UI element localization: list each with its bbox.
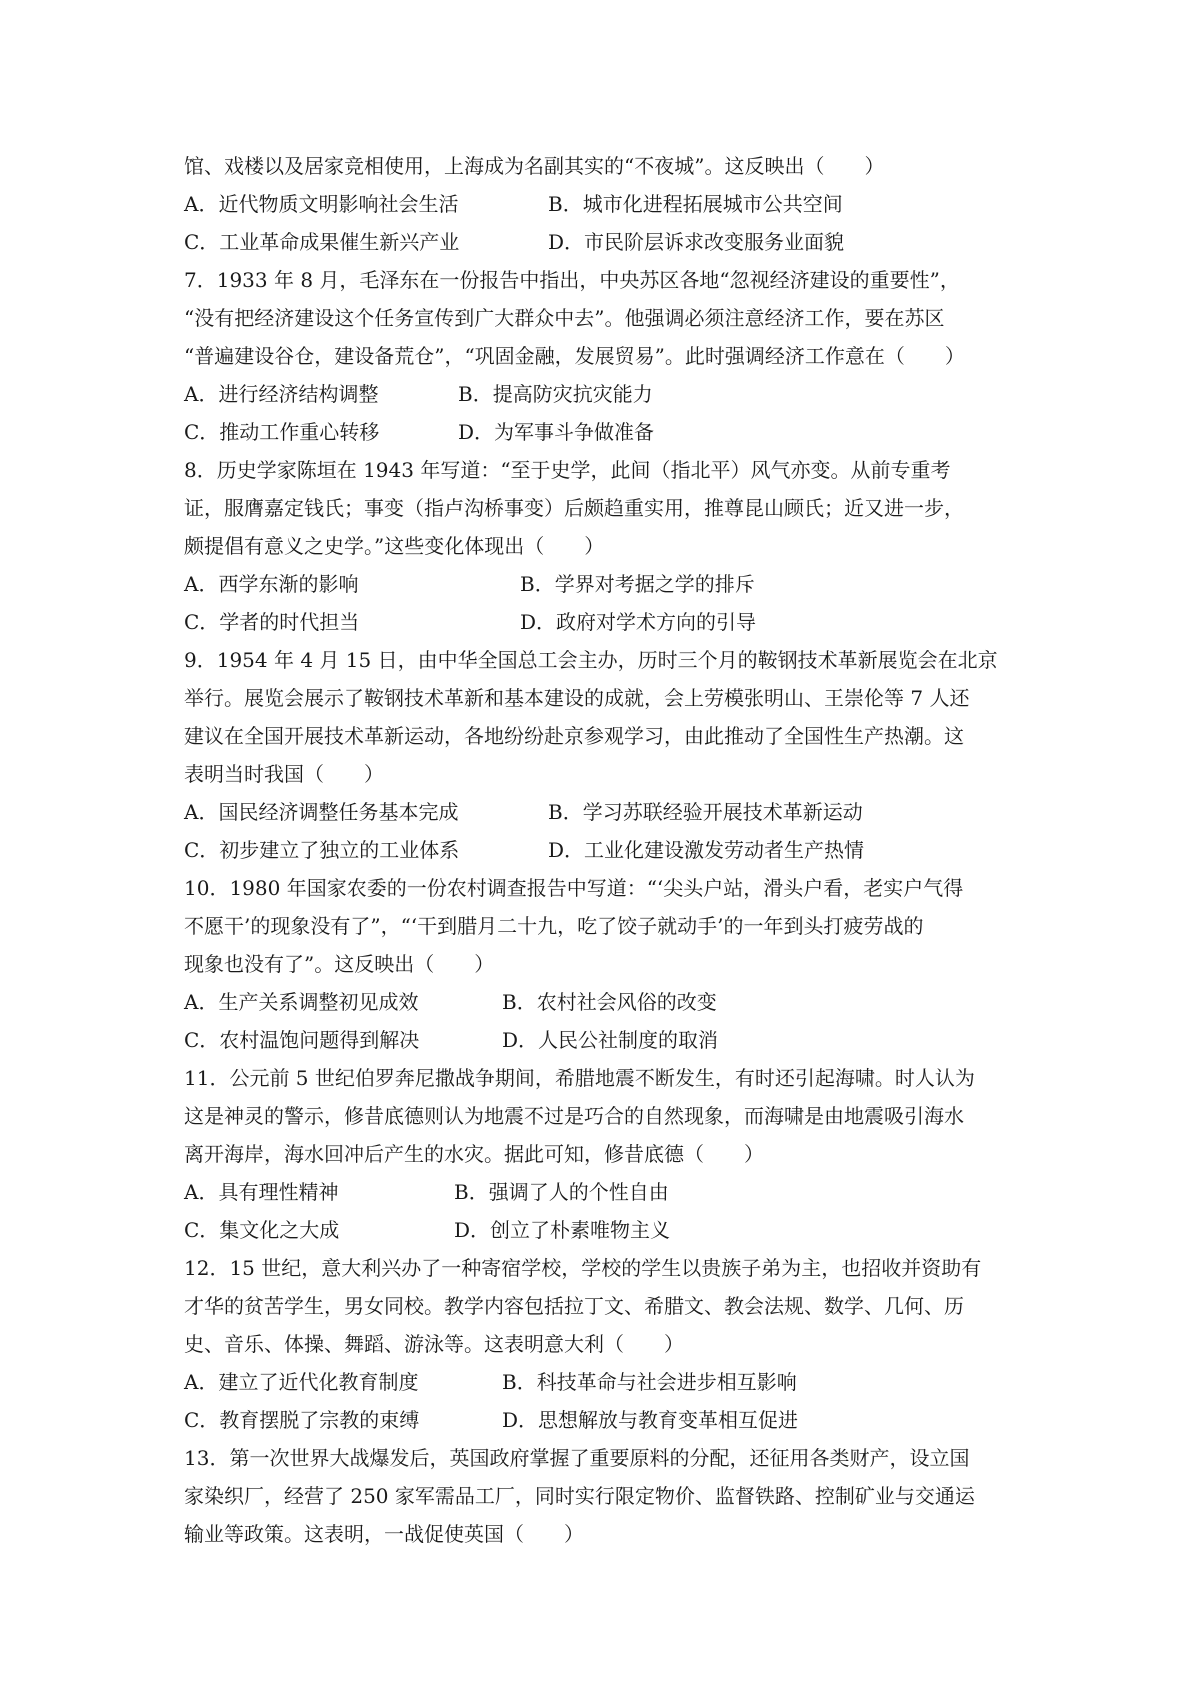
q8-option-b[interactable]: B．学界对考据之学的排斥 bbox=[520, 572, 755, 596]
q9-stem-line: 9．1954 年 4 月 15 日，由中华全国总工会主办，历时三个月的鞍钢技术革新展览会在北京 bbox=[184, 648, 998, 672]
q9-option-d[interactable]: D．工业化建设激发劳动者生产热情 bbox=[548, 838, 865, 862]
q6-option-c[interactable]: C．工业革命成果催生新兴产业 bbox=[184, 230, 460, 254]
q8-option-c[interactable]: C．学者的时代担当 bbox=[184, 610, 360, 634]
q11-options-row-1 bbox=[184, 1173, 1034, 1211]
q7-stem-line: “没有把经济建设这个任务宣传到广大群众中去”。他强调必须注意经济工作，要在苏区 bbox=[184, 306, 945, 330]
q8-options-row-1 bbox=[184, 565, 1034, 603]
q11-option-a[interactable]: A．具有理性精神 bbox=[184, 1180, 339, 1204]
q12-option-d[interactable]: D．思想解放与教育变革相互促进 bbox=[502, 1408, 799, 1432]
q8-options-row-2 bbox=[184, 603, 1034, 641]
q7-options-row-2 bbox=[184, 413, 1034, 451]
q7-option-d[interactable]: D．为军事斗争做准备 bbox=[458, 420, 655, 444]
q10-stem-line: 10．1980 年国家农委的一份农村调查报告中写道：“‘尖头户站，滑头户看，老实户气得 bbox=[184, 876, 964, 900]
q13-stem-line: 13．第一次世界大战爆发后，英国政府掌握了重要原料的分配，还征用各类财产，设立国 bbox=[184, 1446, 970, 1470]
q7-option-a[interactable]: A．进行经济结构调整 bbox=[184, 382, 379, 406]
q9-stem-line: 建议在全国开展技术革新运动，各地纷纷赴京参观学习，由此推动了全国性生产热潮。这 bbox=[184, 724, 964, 748]
q8-stem-line: 证，服膺嘉定钱氏；事变（指卢沟桥事变）后颇趋重实用，推尊昆山顾氏；近又进一步， bbox=[184, 496, 964, 520]
q8-stem-line: 颇提倡有意义之史学。”这些变化体现出（ ） bbox=[184, 534, 605, 558]
q11-stem-line: 离开海岸，海水回冲后产生的水灾。据此可知，修昔底德（ ） bbox=[184, 1142, 764, 1166]
q9-options-row-2 bbox=[184, 831, 1034, 869]
q9-options-row-1 bbox=[184, 793, 1034, 831]
q7-option-b[interactable]: B．提高防灾抗灾能力 bbox=[458, 382, 653, 406]
q11-option-b[interactable]: B．强调了人的个性自由 bbox=[454, 1180, 669, 1204]
q13-stem-line: 输业等政策。这表明，一战促使英国（ ） bbox=[184, 1522, 584, 1546]
q10-stem-line: 不愿干’的现象没有了”，“‘干到腊月二十九，吃了饺子就动手’的一年到头打疲劳战的 bbox=[184, 914, 924, 938]
q11-stem-line: 11．公元前 5 世纪伯罗奔尼撒战争期间，希腊地震不断发生，有时还引起海啸。时人认为 bbox=[184, 1066, 975, 1090]
q9-option-a[interactable]: A．国民经济调整任务基本完成 bbox=[184, 800, 459, 824]
q9-stem-line: 表明当时我国（ ） bbox=[184, 762, 384, 786]
q10-option-c[interactable]: C．农村温饱问题得到解决 bbox=[184, 1028, 420, 1052]
q9-option-c[interactable]: C．初步建立了独立的工业体系 bbox=[184, 838, 460, 862]
q6-option-b[interactable]: B．城市化进程拓展城市公共空间 bbox=[548, 192, 843, 216]
q11-stem-line: 这是神灵的警示，修昔底德则认为地震不过是巧合的自然现象，而海啸是由地震吸引海水 bbox=[184, 1104, 964, 1128]
q10-option-a[interactable]: A．生产关系调整初见成效 bbox=[184, 990, 419, 1014]
q11-option-d[interactable]: D．创立了朴素唯物主义 bbox=[454, 1218, 671, 1242]
q12-stem-line: 才华的贫苦学生，男女同校。教学内容包括拉丁文、希腊文、教会法规、数学、几何、历 bbox=[184, 1294, 964, 1318]
q6-options-row-1 bbox=[184, 185, 1034, 223]
q10-option-b[interactable]: B．农村社会风俗的改变 bbox=[502, 990, 717, 1014]
q10-option-d[interactable]: D．人民公社制度的取消 bbox=[502, 1028, 719, 1052]
q10-options-row-1 bbox=[184, 983, 1034, 1021]
q8-stem-line: 8．历史学家陈垣在 1943 年写道：“至于史学，此间（指北平）风气亦变。从前专重考 bbox=[184, 458, 951, 482]
q12-option-a[interactable]: A．建立了近代化教育制度 bbox=[184, 1370, 419, 1394]
q6-option-a[interactable]: A．近代物质文明影响社会生活 bbox=[184, 192, 459, 216]
q12-option-b[interactable]: B．科技革命与社会进步相互影响 bbox=[502, 1370, 797, 1394]
q7-stem-line: 7．1933 年 8 月，毛泽东在一份报告中指出，中央苏区各地“忽视经济建设的重要性”， bbox=[184, 268, 960, 292]
q10-options-row-2 bbox=[184, 1021, 1034, 1059]
q10-stem-line: 现象也没有了”。这反映出（ ） bbox=[184, 952, 495, 976]
q9-option-b[interactable]: B．学习苏联经验开展技术革新运动 bbox=[548, 800, 863, 824]
q9-stem-line: 举行。展览会展示了鞍钢技术革新和基本建设的成就，会上劳模张明山、王崇伦等 7 人还 bbox=[184, 686, 970, 710]
question-list bbox=[184, 147, 1034, 1553]
q11-options-row-2 bbox=[184, 1211, 1034, 1249]
q6-option-d[interactable]: D．市民阶层诉求改变服务业面貌 bbox=[548, 230, 845, 254]
q12-stem-line: 12．15 世纪，意大利兴办了一种寄宿学校，学校的学生以贵族子弟为主，也招收并资助有 bbox=[184, 1256, 982, 1280]
q12-options-row-1 bbox=[184, 1363, 1034, 1401]
q11-option-c[interactable]: C．集文化之大成 bbox=[184, 1218, 340, 1242]
q7-option-c[interactable]: C．推动工作重心转移 bbox=[184, 420, 380, 444]
q12-stem-line: 史、音乐、体操、舞蹈、游泳等。这表明意大利（ ） bbox=[184, 1332, 684, 1356]
q12-option-c[interactable]: C．教育摆脱了宗教的束缚 bbox=[184, 1408, 420, 1432]
q7-options-row-1 bbox=[184, 375, 1034, 413]
q12-options-row-2 bbox=[184, 1401, 1034, 1439]
q13-stem-line: 家染织厂，经营了 250 家军需品工厂，同时实行限定物价、监督铁路、控制矿业与交通运 bbox=[184, 1484, 975, 1508]
q7-stem-line: “普遍建设谷仓，建设备荒仓”，“巩固金融，发展贸易”。此时强调经济工作意在（ ） bbox=[184, 344, 965, 368]
q6-options-row-2 bbox=[184, 223, 1034, 261]
q6-stem-line: 馆、戏楼以及居家竞相使用，上海成为名副其实的“不夜城”。这反映出（ ） bbox=[184, 154, 885, 178]
q8-option-a[interactable]: A．西学东渐的影响 bbox=[184, 572, 359, 596]
q8-option-d[interactable]: D．政府对学术方向的引导 bbox=[520, 610, 757, 634]
